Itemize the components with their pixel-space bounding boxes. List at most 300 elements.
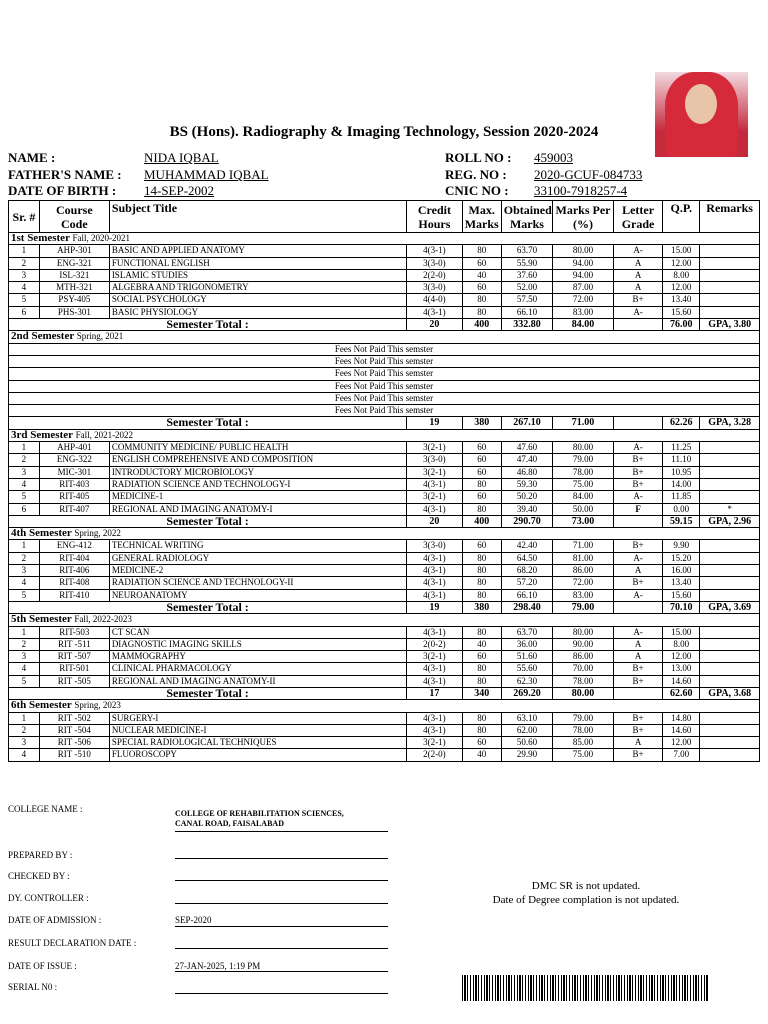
- cell-grade: A-: [613, 245, 662, 257]
- cell-subject: NUCLEAR MEDICINE-I: [109, 724, 406, 736]
- prepared-line: [175, 858, 388, 859]
- cell-obtained: 68.20: [501, 565, 552, 577]
- cell-remarks: [700, 269, 760, 281]
- cell-remarks: [700, 724, 760, 736]
- cell-sr: 1: [9, 540, 40, 552]
- total-max: 340: [462, 687, 501, 699]
- cell-code: MTH-321: [39, 282, 109, 294]
- course-row: [9, 503, 760, 515]
- cell-per: 84.00: [553, 491, 614, 503]
- total-gpa: GPA, 3.80: [700, 319, 760, 331]
- semester-session: Fall, 2020-2021: [72, 233, 130, 243]
- cell-max: 60: [462, 651, 501, 663]
- cell-per: 81.00: [553, 552, 614, 564]
- col-sr: Sr. #: [9, 201, 40, 233]
- cell-obtained: 46.80: [501, 466, 552, 478]
- col-qp: Q.P.: [663, 201, 700, 233]
- cell-grade: A: [613, 257, 662, 269]
- cell-max: 60: [462, 737, 501, 749]
- cell-credit: 4(3-1): [407, 675, 463, 687]
- fee-row: [9, 368, 760, 380]
- course-row: [9, 491, 760, 503]
- cell-per: 86.00: [553, 651, 614, 663]
- total-grade-empty: [613, 319, 662, 331]
- cell-credit: 3(2-1): [407, 737, 463, 749]
- cell-code: RIT -502: [39, 712, 109, 724]
- semester-title: [9, 700, 760, 712]
- cell-grade: B+: [613, 724, 662, 736]
- cell-qp: 15.20: [663, 552, 700, 564]
- cell-credit: 4(3-1): [407, 245, 463, 257]
- cell-code: RIT -505: [39, 675, 109, 687]
- total-grade-empty: [613, 417, 662, 429]
- course-row: [9, 442, 760, 454]
- fee-note: Fees Not Paid This semster: [9, 392, 760, 404]
- total-credit: 20: [407, 319, 463, 331]
- cell-credit: 3(3-0): [407, 257, 463, 269]
- dob-value: 14-SEP-2002: [144, 183, 215, 198]
- fee-row: [9, 392, 760, 404]
- course-row: [9, 737, 760, 749]
- cell-credit: 4(3-1): [407, 712, 463, 724]
- cell-code: RIT-405: [39, 491, 109, 503]
- cell-sr: 3: [9, 565, 40, 577]
- cell-grade: A: [613, 737, 662, 749]
- total-grade-empty: [613, 601, 662, 613]
- fee-note: Fees Not Paid This semster: [9, 343, 760, 355]
- cell-credit: 4(3-1): [407, 565, 463, 577]
- serial-label: SERIAL N0 :: [8, 982, 58, 992]
- cell-obtained: 29.90: [501, 749, 552, 761]
- cell-code: MIC-301: [39, 466, 109, 478]
- cell-sr: 3: [9, 466, 40, 478]
- course-row: [9, 306, 760, 318]
- cell-obtained: 50.60: [501, 737, 552, 749]
- cell-per: 94.00: [553, 269, 614, 281]
- cell-sr: 2: [9, 552, 40, 564]
- course-row: [9, 749, 760, 761]
- cell-max: 80: [462, 294, 501, 306]
- issue-value: 27-JAN-2025, 1:19 PM: [175, 961, 261, 971]
- semester-header: [9, 614, 760, 626]
- cell-code: RIT-501: [39, 663, 109, 675]
- cell-code: RIT -511: [39, 638, 109, 650]
- total-per: 84.00: [553, 319, 614, 331]
- cell-sr: 4: [9, 663, 40, 675]
- cell-subject: SOCIAL PSYCHOLOGY: [109, 294, 406, 306]
- cell-credit: 2(2-0): [407, 269, 463, 281]
- cell-obtained: 64.50: [501, 552, 552, 564]
- reg-value: 2020-GCUF-084733: [534, 167, 643, 182]
- cell-sr: 2: [9, 454, 40, 466]
- issue-line: [175, 971, 388, 972]
- cell-grade: B+: [613, 663, 662, 675]
- cell-qp: 15.00: [663, 245, 700, 257]
- dmc-note: DMC SR is not updated.: [531, 880, 641, 892]
- cell-per: 75.00: [553, 749, 614, 761]
- total-obtained: 269.20: [501, 687, 552, 699]
- course-row: [9, 257, 760, 269]
- cell-subject: MEDICINE-2: [109, 565, 406, 577]
- cell-remarks: [700, 491, 760, 503]
- cell-sr: 1: [9, 712, 40, 724]
- cell-subject: SURGERY-I: [109, 712, 406, 724]
- cell-sr: 6: [9, 503, 40, 515]
- semester-name: 6th Semester: [11, 699, 72, 712]
- semester-name: 5th Semester: [11, 613, 72, 626]
- col-grade: Letter Grade: [613, 201, 662, 233]
- cell-max: 80: [462, 675, 501, 687]
- program-title: BS (Hons). Radiography & Imaging Technology, Session 2020-2024: [169, 124, 599, 140]
- cell-sr: 4: [9, 577, 40, 589]
- total-gpa: GPA, 3.68: [700, 687, 760, 699]
- total-qp: 59.15: [663, 515, 700, 527]
- cell-credit: 4(3-1): [407, 577, 463, 589]
- checked-label: CHECKED BY :: [8, 871, 70, 881]
- cell-qp: 16.00: [663, 565, 700, 577]
- serial-line: [175, 993, 388, 994]
- course-row: [9, 245, 760, 257]
- cell-max: 60: [462, 454, 501, 466]
- cell-code: ENG-412: [39, 540, 109, 552]
- barcode: [462, 975, 708, 1001]
- admission-label: DATE OF ADMISSION :: [8, 915, 102, 925]
- cell-qp: 14.60: [663, 724, 700, 736]
- fee-note: Fees Not Paid This semster: [9, 368, 760, 380]
- semester-name: 3rd Semester: [11, 428, 73, 441]
- cell-max: 80: [462, 552, 501, 564]
- course-row: [9, 675, 760, 687]
- cell-max: 80: [462, 712, 501, 724]
- dob-label: DATE OF BIRTH :: [8, 183, 117, 198]
- controller-line: [175, 903, 388, 904]
- college-name: [175, 809, 344, 829]
- total-per: 71.00: [553, 417, 614, 429]
- cell-qp: 7.00: [663, 749, 700, 761]
- roll-label: ROLL NO :: [445, 150, 512, 165]
- cell-subject: DIAGNOSTIC IMAGING SKILLS: [109, 638, 406, 650]
- semester-total-row: [9, 515, 760, 527]
- cell-max: 80: [462, 577, 501, 589]
- total-per: 73.00: [553, 515, 614, 527]
- cell-obtained: 39.40: [501, 503, 552, 515]
- cell-subject: REGIONAL AND IMAGING ANATOMY-I: [109, 503, 406, 515]
- cell-grade: A-: [613, 626, 662, 638]
- cell-remarks: [700, 540, 760, 552]
- cell-remarks: [700, 245, 760, 257]
- cell-subject: MAMMOGRAPHY: [109, 651, 406, 663]
- total-obtained: 298.40: [501, 601, 552, 613]
- cell-obtained: 47.60: [501, 442, 552, 454]
- cell-obtained: 57.50: [501, 294, 552, 306]
- cell-obtained: 55.90: [501, 257, 552, 269]
- fee-row: [9, 405, 760, 417]
- cell-per: 72.00: [553, 577, 614, 589]
- cell-subject: COMMUNITY MEDICINE/ PUBLIC HEALTH: [109, 442, 406, 454]
- cell-credit: 2(0-2): [407, 638, 463, 650]
- cell-subject: RADIATION SCIENCE AND TECHNOLOGY-I: [109, 478, 406, 490]
- total-qp: 62.60: [663, 687, 700, 699]
- cell-remarks: [700, 442, 760, 454]
- fee-row: [9, 380, 760, 392]
- cell-per: 90.00: [553, 638, 614, 650]
- cell-qp: 12.00: [663, 737, 700, 749]
- cell-max: 80: [462, 503, 501, 515]
- cell-subject: RADIATION SCIENCE AND TECHNOLOGY-II: [109, 577, 406, 589]
- checked-line: [175, 880, 388, 881]
- cell-remarks: [700, 454, 760, 466]
- semester-session: Fall, 2021-2022: [75, 429, 134, 440]
- semester-header: [9, 528, 760, 540]
- total-per: 80.00: [553, 687, 614, 699]
- marks-table: [8, 200, 760, 762]
- cell-sr: 1: [9, 626, 40, 638]
- cell-sr: 1: [9, 245, 40, 257]
- cell-code: RIT-410: [39, 589, 109, 601]
- student-info: [8, 150, 768, 200]
- student-photo: [655, 72, 748, 157]
- college-line-1: COLLEGE OF REHABILITATION SCIENCES,: [175, 809, 344, 818]
- cell-subject: FUNCTIONAL ENGLISH: [109, 257, 406, 269]
- cell-subject: INTRODUCTORY MICROBIOLOGY: [109, 466, 406, 478]
- cell-qp: 15.60: [663, 589, 700, 601]
- cell-sr: 1: [9, 442, 40, 454]
- cell-sr: 3: [9, 651, 40, 663]
- course-row: [9, 577, 760, 589]
- cell-max: 80: [462, 478, 501, 490]
- cell-obtained: 50.20: [501, 491, 552, 503]
- cell-grade: A-: [613, 552, 662, 564]
- total-obtained: 267.10: [501, 417, 552, 429]
- cell-remarks: [700, 257, 760, 269]
- cell-code: RIT -506: [39, 737, 109, 749]
- father-label: FATHER'S NAME :: [8, 167, 122, 182]
- cell-obtained: 63.70: [501, 245, 552, 257]
- cell-obtained: 55.60: [501, 663, 552, 675]
- cell-grade: B+: [613, 540, 662, 552]
- cell-code: RIT-503: [39, 626, 109, 638]
- cell-credit: 4(3-1): [407, 306, 463, 318]
- prepared-label: PREPARED BY :: [8, 850, 73, 860]
- cell-credit: 3(2-1): [407, 491, 463, 503]
- cell-max: 80: [462, 724, 501, 736]
- admission-value: SEP-2020: [175, 915, 212, 925]
- cell-credit: 3(3-0): [407, 282, 463, 294]
- cell-grade: B+: [613, 454, 662, 466]
- semester-header: [9, 331, 760, 343]
- cell-remarks: [700, 306, 760, 318]
- cell-remarks: *: [700, 503, 760, 515]
- course-row: [9, 478, 760, 490]
- cell-credit: 3(2-1): [407, 442, 463, 454]
- cell-per: 78.00: [553, 724, 614, 736]
- cell-obtained: 62.30: [501, 675, 552, 687]
- cell-subject: ALGEBRA AND TRIGONOMETRY: [109, 282, 406, 294]
- cell-max: 40: [462, 749, 501, 761]
- cell-max: 80: [462, 589, 501, 601]
- semester-header: [9, 233, 760, 245]
- course-row: [9, 466, 760, 478]
- cell-credit: 3(2-1): [407, 466, 463, 478]
- cell-obtained: 47.40: [501, 454, 552, 466]
- father-value: MUHAMMAD IQBAL: [144, 167, 269, 182]
- total-grade-empty: [613, 515, 662, 527]
- course-row: [9, 454, 760, 466]
- semester-total-label: Semester Total :: [9, 601, 407, 613]
- cell-max: 40: [462, 638, 501, 650]
- cell-per: 78.00: [553, 466, 614, 478]
- cell-max: 60: [462, 257, 501, 269]
- cell-obtained: 66.10: [501, 589, 552, 601]
- cell-sr: 4: [9, 478, 40, 490]
- semester-total-row: [9, 601, 760, 613]
- cell-code: AHP-301: [39, 245, 109, 257]
- cell-per: 70.00: [553, 663, 614, 675]
- cell-max: 60: [462, 442, 501, 454]
- cell-per: 83.00: [553, 589, 614, 601]
- cell-credit: 3(3-0): [407, 540, 463, 552]
- cell-sr: 5: [9, 675, 40, 687]
- semester-name: 2nd Semester: [11, 330, 75, 343]
- cell-credit: 4(3-1): [407, 503, 463, 515]
- col-subject: Subject Title: [109, 201, 406, 233]
- cell-subject: SPECIAL RADIOLOGICAL TECHNIQUES: [109, 737, 406, 749]
- cell-code: RIT -510: [39, 749, 109, 761]
- cell-credit: 4(3-1): [407, 724, 463, 736]
- total-qp: 70.10: [663, 601, 700, 613]
- total-credit: 17: [407, 687, 463, 699]
- cnic-label: CNIC NO :: [445, 183, 509, 198]
- cell-code: RIT-407: [39, 503, 109, 515]
- roll-value: 459003: [534, 150, 573, 165]
- total-credit: 19: [407, 601, 463, 613]
- cell-per: 79.00: [553, 454, 614, 466]
- cell-per: 75.00: [553, 478, 614, 490]
- cell-remarks: [700, 466, 760, 478]
- cell-sr: 2: [9, 257, 40, 269]
- cell-per: 72.00: [553, 294, 614, 306]
- college-underline: [175, 831, 388, 832]
- cell-code: ISL-321: [39, 269, 109, 281]
- cell-per: 71.00: [553, 540, 614, 552]
- cell-qp: 12.00: [663, 257, 700, 269]
- cell-code: ENG-321: [39, 257, 109, 269]
- total-gpa: GPA, 3.28: [700, 417, 760, 429]
- cell-per: 87.00: [553, 282, 614, 294]
- cell-per: 80.00: [553, 442, 614, 454]
- cell-per: 80.00: [553, 245, 614, 257]
- semester-total-label: Semester Total :: [9, 417, 407, 429]
- cell-grade: A-: [613, 491, 662, 503]
- semester-name: 4th Semester: [11, 527, 72, 540]
- semester-total-row: [9, 319, 760, 331]
- cell-remarks: [700, 626, 760, 638]
- cell-grade: B+: [613, 478, 662, 490]
- semester-total-label: Semester Total :: [9, 319, 407, 331]
- cell-subject: ISLAMIC STUDIES: [109, 269, 406, 281]
- cell-grade: B+: [613, 577, 662, 589]
- reg-label: REG. NO :: [445, 167, 507, 182]
- semester-session: Fall, 2022-2023: [74, 614, 132, 625]
- cell-qp: 12.00: [663, 651, 700, 663]
- total-obtained: 290.70: [501, 515, 552, 527]
- total-qp: 76.00: [663, 319, 700, 331]
- cell-obtained: 63.70: [501, 626, 552, 638]
- cell-code: RIT-404: [39, 552, 109, 564]
- cell-remarks: [700, 282, 760, 294]
- cell-qp: 11.10: [663, 454, 700, 466]
- semester-name: 1st Semester: [11, 232, 70, 244]
- course-row: [9, 638, 760, 650]
- semester-title: [9, 528, 760, 540]
- cell-sr: 4: [9, 749, 40, 761]
- cell-remarks: [700, 638, 760, 650]
- col-max: Max. Marks: [462, 201, 501, 233]
- total-max: 400: [462, 319, 501, 331]
- cell-obtained: 37.60: [501, 269, 552, 281]
- total-gpa: GPA, 2.96: [700, 515, 760, 527]
- cell-grade: A: [613, 638, 662, 650]
- cell-subject: TECHNICAL WRITING: [109, 540, 406, 552]
- course-row: [9, 712, 760, 724]
- cell-subject: NEUROANATOMY: [109, 589, 406, 601]
- cell-sr: 5: [9, 294, 40, 306]
- cell-subject: MEDICINE-1: [109, 491, 406, 503]
- semester-title: [9, 614, 760, 626]
- cell-max: 80: [462, 306, 501, 318]
- course-row: [9, 294, 760, 306]
- col-credit: Credit Hours: [407, 201, 463, 233]
- cell-credit: 4(3-1): [407, 626, 463, 638]
- total-credit: 20: [407, 515, 463, 527]
- cell-max: 60: [462, 466, 501, 478]
- cell-grade: A: [613, 269, 662, 281]
- cell-remarks: [700, 675, 760, 687]
- cell-per: 50.00: [553, 503, 614, 515]
- cell-qp: 13.40: [663, 577, 700, 589]
- cell-obtained: 62.00: [501, 724, 552, 736]
- total-credit: 19: [407, 417, 463, 429]
- course-row: [9, 651, 760, 663]
- cell-max: 80: [462, 663, 501, 675]
- cell-qp: 8.00: [663, 269, 700, 281]
- cell-qp: 11.25: [663, 442, 700, 454]
- cell-per: 85.00: [553, 737, 614, 749]
- college-label: COLLEGE NAME :: [8, 804, 83, 814]
- semester-title: [9, 233, 760, 245]
- cell-sr: 4: [9, 282, 40, 294]
- semester-header: [9, 700, 760, 712]
- cell-obtained: 42.40: [501, 540, 552, 552]
- cell-code: RIT -504: [39, 724, 109, 736]
- cell-qp: 15.00: [663, 626, 700, 638]
- issue-label: DATE OF ISSUE :: [8, 961, 77, 971]
- cell-obtained: 57.20: [501, 577, 552, 589]
- cell-grade: A-: [613, 442, 662, 454]
- cell-qp: 12.00: [663, 282, 700, 294]
- cell-max: 60: [462, 282, 501, 294]
- cell-qp: 11.85: [663, 491, 700, 503]
- cell-grade: A: [613, 651, 662, 663]
- semester-total-label: Semester Total :: [9, 687, 407, 699]
- semester-total-row: [9, 417, 760, 429]
- cell-remarks: [700, 663, 760, 675]
- cell-credit: 3(2-1): [407, 651, 463, 663]
- col-remarks: Remarks: [700, 201, 760, 233]
- declaration-label: RESULT DECLARATION DATE :: [8, 938, 137, 948]
- fee-row: [9, 343, 760, 355]
- semester-title: [9, 331, 760, 343]
